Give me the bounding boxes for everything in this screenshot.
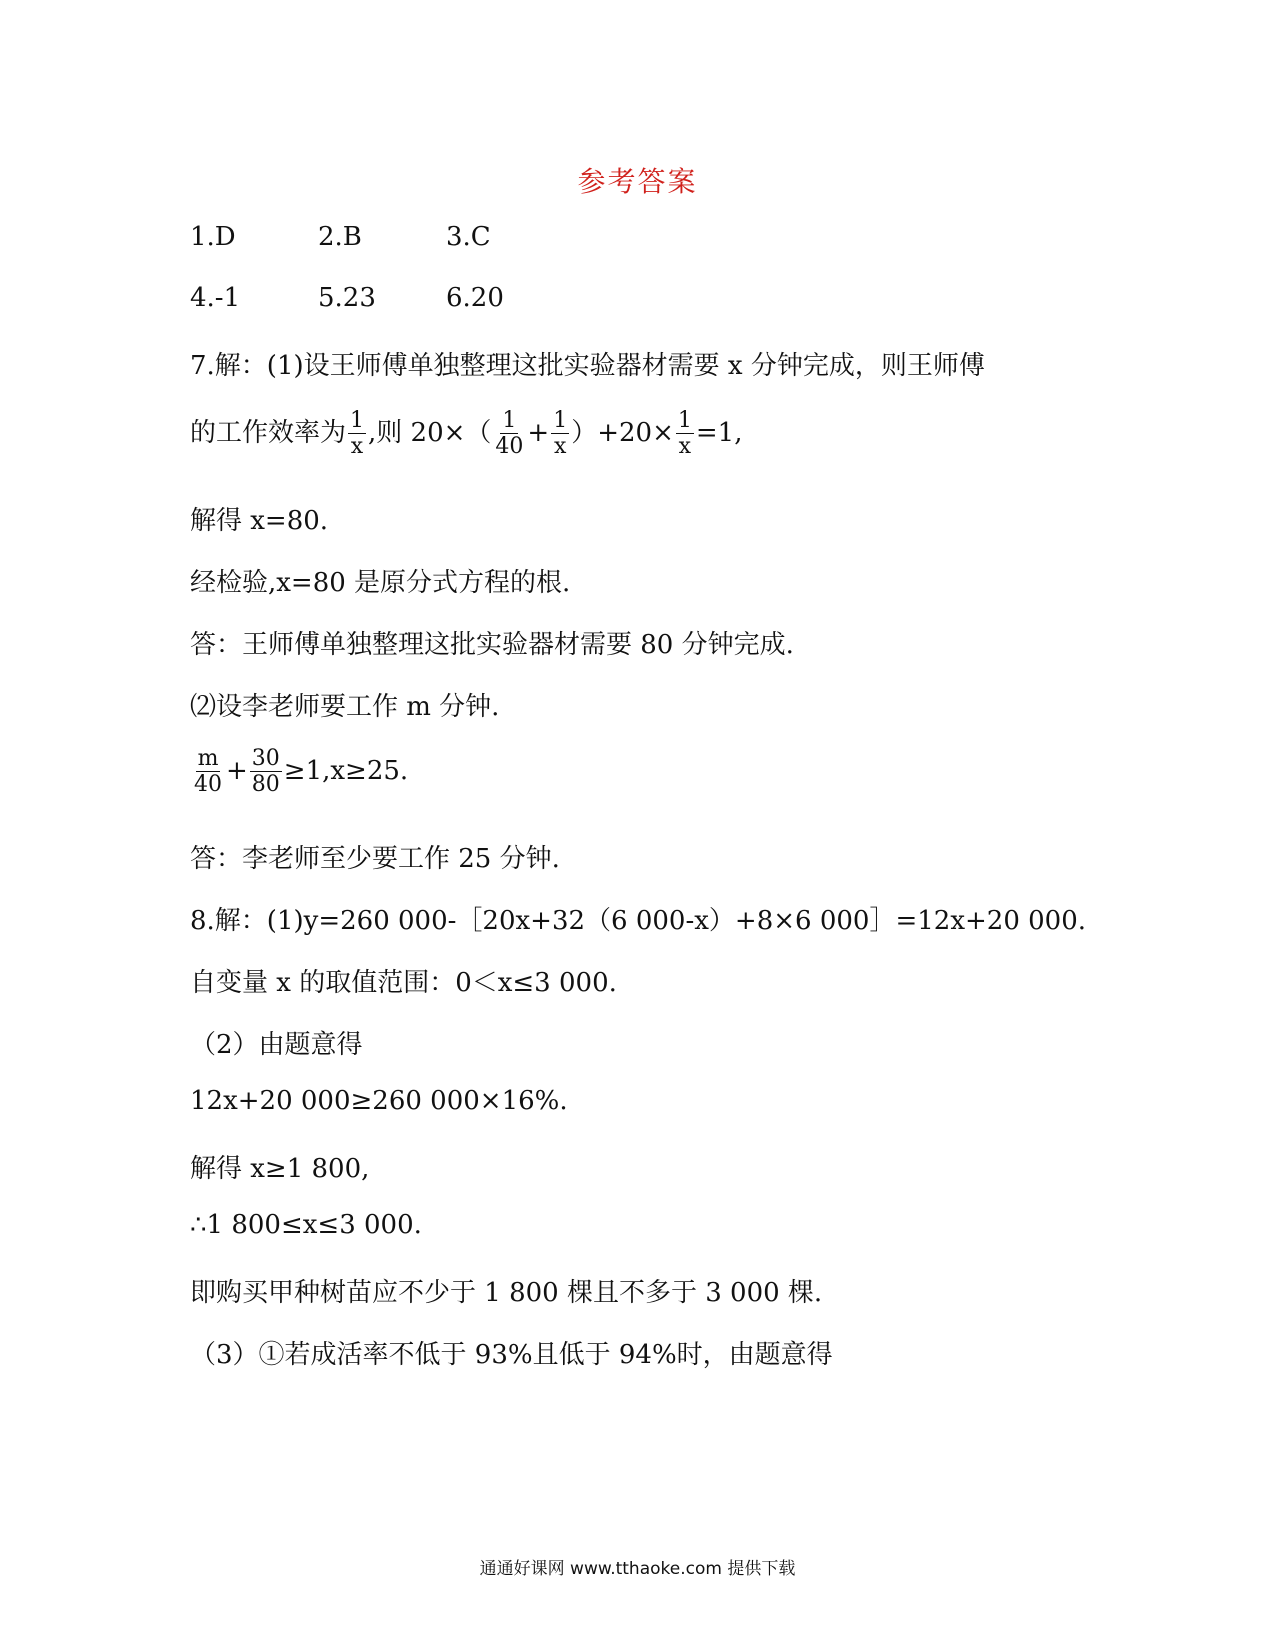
fraction-1-over-x: $\frac{1}{x}$ <box>553 408 568 460</box>
answer-5: 5.23 <box>318 283 376 313</box>
q7-solve: 解得 x=80. <box>190 506 329 536</box>
answer-6: 6.20 <box>446 283 504 313</box>
answer-4: 4.-1 <box>190 283 241 313</box>
q8-part-2: （2）由题意得 <box>190 1030 363 1060</box>
q7-answer-1: 答：王师傅单独整理这批实验器材需要 80 分钟完成. <box>190 630 794 660</box>
fraction-m-over-40: $\frac{m}{40}$ <box>194 746 222 798</box>
answer-3: 3.C <box>446 222 491 252</box>
fraction-30-over-80: $\frac{30}{80}$ <box>251 746 280 798</box>
fraction-1-over-40: $\frac{1}{40}$ <box>495 408 524 460</box>
answer-2: 2.B <box>318 222 362 252</box>
q8-inequality: 12x+20 000≥260 000×16%. <box>190 1086 568 1116</box>
page-title: 参考答案 <box>577 165 698 198</box>
q8-conclusion: 即购买甲种树苗应不少于 1 800 棵且不多于 3 000 棵. <box>190 1278 823 1308</box>
q8-therefore: ∴1 800≤x≤3 000. <box>190 1210 422 1240</box>
mc-answers-row-1 <box>190 222 574 252</box>
q7-eq-plus: + <box>527 417 550 448</box>
q8-solve: 解得 x≥1 800, <box>190 1154 370 1184</box>
q7-equation <box>190 408 742 460</box>
q7-inequality <box>190 746 408 798</box>
q7-ineq-plus: + <box>226 755 248 786</box>
q7-intro: 7.解：(1)设王师傅单独整理这批实验器材需要 x 分钟完成，则王师傅 <box>190 351 985 381</box>
q7-check: 经检验,x=80 是原分式方程的根. <box>190 568 571 598</box>
footer-source: 通通好课网 www.tthaoke.com 提供下载 <box>479 1559 796 1579</box>
answer-1: 1.D <box>190 222 236 252</box>
q7-eq-mid: ）+20× <box>571 417 674 448</box>
q8-part-3: （3）①若成活率不低于 93%且低于 94%时，由题意得 <box>190 1340 833 1370</box>
q8-line-1: 8.解：(1)y=260 000-［20x+32（6 000-x）+8×6 000］=12x+20 000. <box>190 906 1087 936</box>
mc-answers-row-2 <box>190 283 574 313</box>
fraction-1-over-x: $\frac{1}{x}$ <box>677 408 692 460</box>
q7-part-2: ⑵设李老师要工作 m 分钟. <box>190 692 500 722</box>
q7-answer-2: 答：李老师至少要工作 25 分钟. <box>190 844 560 874</box>
q7-eq-end: =1, <box>695 417 743 448</box>
q7-ineq-end: ≥1,x≥25. <box>283 755 409 786</box>
fraction-1-over-x: $\frac{1}{x}$ <box>350 408 365 460</box>
q7-eq-prefix: 的工作效率为 <box>190 417 347 448</box>
q7-eq-sep: ,则 20×（ <box>368 417 492 448</box>
q8-domain: 自变量 x 的取值范围：0＜x≤3 000. <box>190 968 617 998</box>
